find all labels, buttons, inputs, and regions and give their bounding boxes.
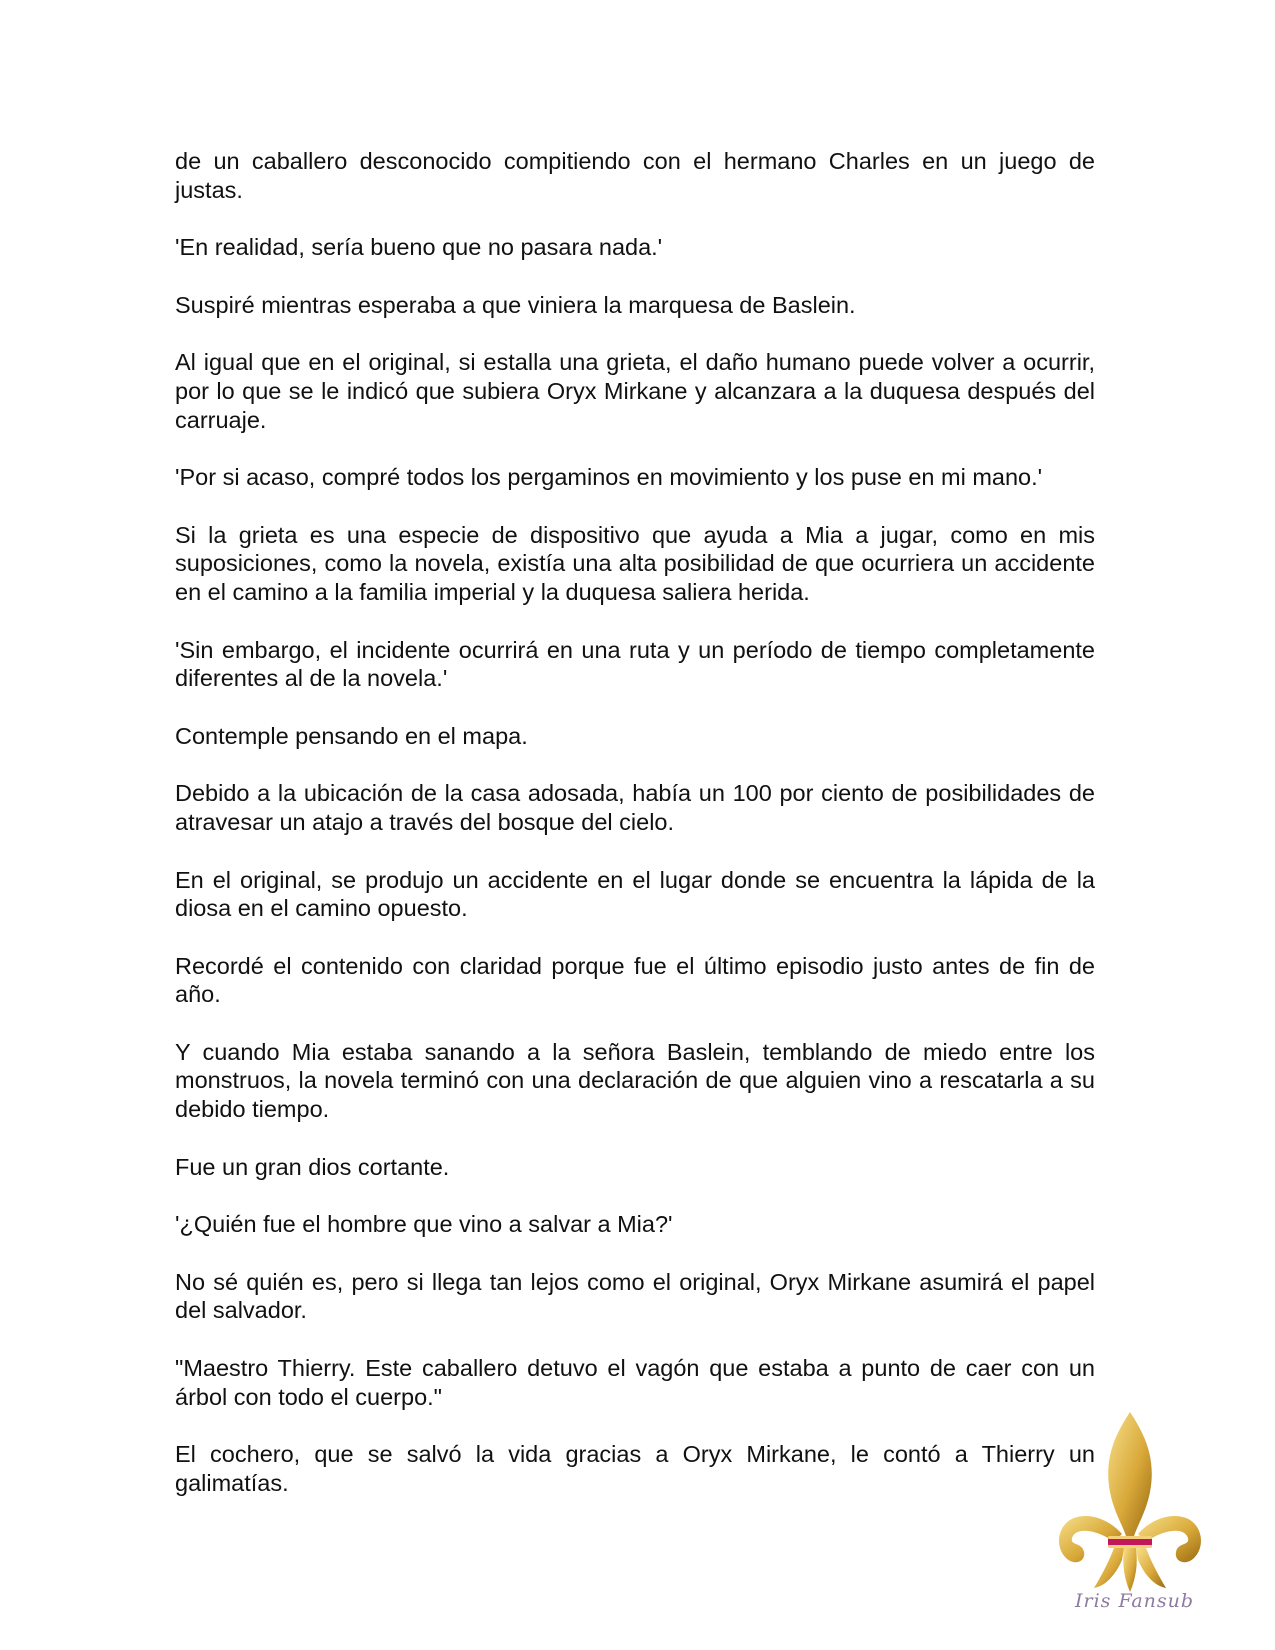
center-band-trim-bottom xyxy=(1108,1545,1152,1548)
paragraph: 'Sin embargo, el incidente ocurrirá en una ruta y un período de tiempo completamente diferentes al de la novela.' xyxy=(175,636,1095,692)
paragraph: Y cuando Mia estaba sanando a la señora Baslein, temblando de miedo entre los monstruos, la novela terminó con una declaración de que alguien vino a rescatarla a su debido tiempo. xyxy=(175,1038,1095,1123)
paragraph: Si la grieta es una especie de dispositivo que ayuda a Mia a jugar, como en mis suposiciones, como la novela, existía una alta posibilidad de que ocurriera un accidente en el camino a la familia imperial y la duquesa saliera herida. xyxy=(175,521,1095,605)
central-petal xyxy=(1108,1412,1152,1536)
fleur-de-lis-icon xyxy=(1050,1408,1210,1608)
paragraph: '¿Quién fue el hombre que vino a salvar a Mia?' xyxy=(175,1211,673,1238)
watermark-caption: Iris Fansub xyxy=(1075,1590,1195,1612)
paragraph: Suspiré mientras esperaba a que viniera la marquesa de Baslein. xyxy=(175,291,856,318)
lower-right-petal xyxy=(1136,1548,1166,1588)
paragraph: Recordé el contenido con claridad porque fue el último episodio justo antes de fin de año. xyxy=(175,952,1095,1008)
paragraph: Fue un gran dios cortante. xyxy=(175,1153,450,1180)
paragraph: Al igual que en el original, si estalla una grieta, el daño humano puede volver a ocurrir, por lo que se le indicó que subiera Oryx Mirkane y alcanzara a la duquesa después del carruaje. xyxy=(175,349,1095,433)
paragraph: "Maestro Thierry. Este caballero detuvo el vagón que estaba a punto de caer con un árbol con todo el cuerpo." xyxy=(175,1355,1095,1410)
paragraph: 'En realidad, sería bueno que no pasara nada.' xyxy=(175,234,663,261)
lower-center-petal xyxy=(1123,1548,1137,1592)
fleur-de-lis-watermark xyxy=(1050,1408,1210,1608)
paragraph: Debido a la ubicación de la casa adosada, había un 100 por ciento de posibilidades de atravesar un atajo a través del bosque del cielo. xyxy=(175,780,1095,835)
lower-left-petal xyxy=(1094,1548,1124,1588)
paragraph: Contemple pensando en el mapa. xyxy=(175,722,528,749)
paragraph: El cochero, que se salvó la vida gracias a Oryx Mirkane, le contó a Thierry un galimatías. xyxy=(175,1441,1095,1496)
paragraph: No sé quién es, pero si llega tan lejos como el original, Oryx Mirkane asumirá el papel del salvador. xyxy=(175,1268,1095,1324)
paragraph: de un caballero desconocido compitiendo con el hermano Charles en un juego de justas. xyxy=(175,148,1095,203)
center-band-trim xyxy=(1108,1536,1152,1539)
paragraph: 'Por si acaso, compré todos los pergaminos en movimiento y los puse en mi mano.' xyxy=(175,464,1043,491)
paragraph: En el original, se produjo un accidente en el lugar donde se encuentra la lápida de la diosa en el camino opuesto. xyxy=(175,866,1095,922)
document-body xyxy=(175,147,1095,1526)
